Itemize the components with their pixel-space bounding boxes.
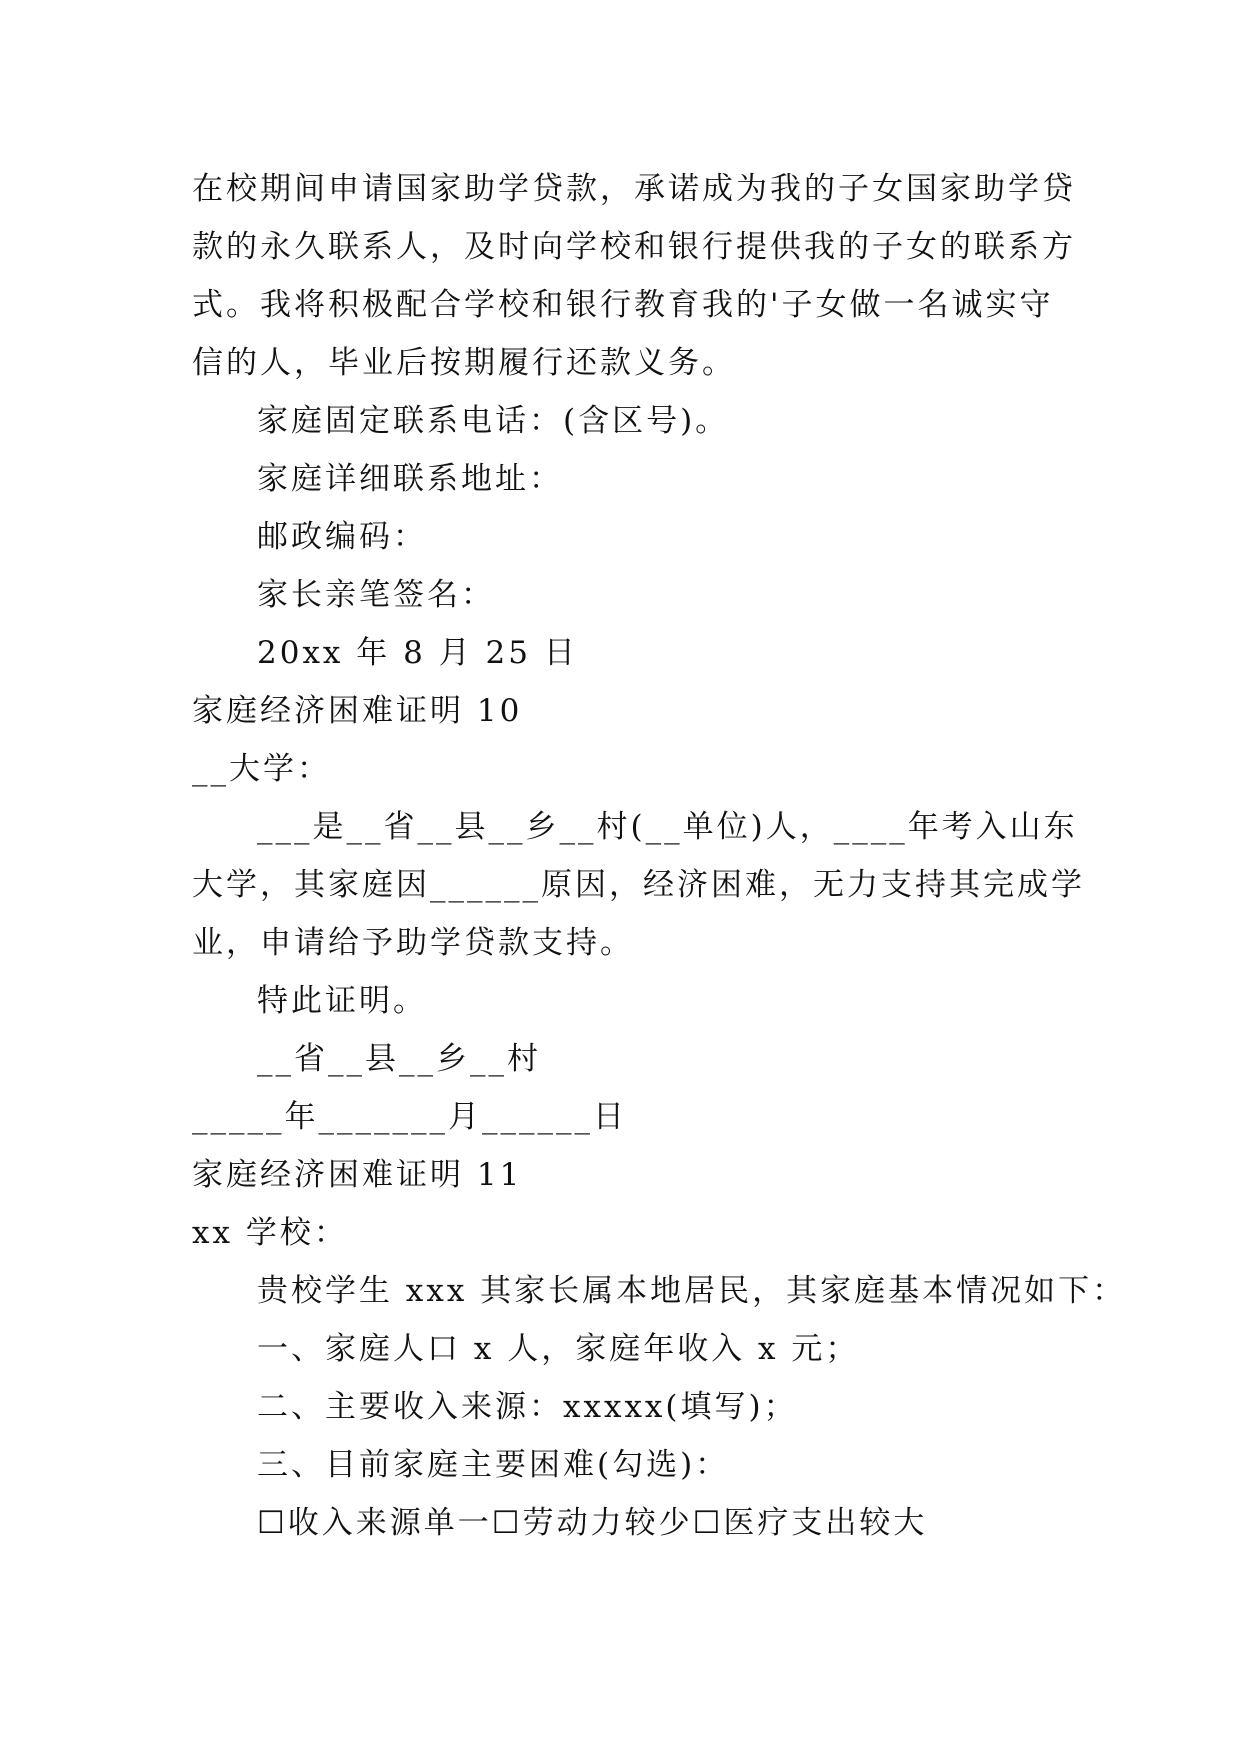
location-line: __省__县__乡__村 — [257, 1041, 541, 1077]
section-title: 家庭经济困难证明 11 — [192, 1157, 523, 1193]
addressee: __大学： — [192, 751, 331, 787]
document-body — [192, 160, 1127, 1552]
postcode-line: 邮政编码： — [257, 519, 427, 555]
address-line: 家庭详细联系地址： — [257, 461, 563, 497]
signature-line: 家长亲笔签名： — [257, 577, 495, 613]
checkbox-options-line: ☐收入来源单一☐劳动力较少☐医疗支出较大 — [257, 1505, 928, 1541]
list-item: 二、主要收入来源：xxxxx(填写)； — [257, 1389, 798, 1425]
intro-line: 贵校学生 xxx 其家长属本地居民，其家庭基本情况如下： — [257, 1273, 1127, 1309]
date-line: 20xx 年 8 月 25 日 — [257, 635, 578, 671]
paragraph-line: 款的永久联系人，及时向学校和银行提供我的子女的联系方 — [192, 229, 1076, 265]
paragraph-line: 在校期间申请国家助学贷款，承诺成为我的子女国家助学贷 — [192, 171, 1076, 207]
closing-line: 特此证明。 — [257, 983, 427, 1019]
paragraph-line: 式。我将积极配合学校和银行教育我的'子女做一名诚实守 — [192, 287, 1054, 323]
section-title: 家庭经济困难证明 10 — [192, 693, 523, 729]
paragraph-line: 信的人，毕业后按期履行还款义务。 — [192, 345, 736, 381]
date-blank-line: _____年_______月______日 — [192, 1099, 627, 1135]
paragraph-line: ___是__省__县__乡__村(__单位)人，____年考入山东 — [257, 809, 1078, 845]
paragraph-line: 大学，其家庭因______原因，经济困难，无力支持其完成学 — [192, 867, 1085, 903]
list-item: 一、家庭人口 x 人，家庭年收入 x 元； — [257, 1331, 860, 1367]
paragraph-line: 业，申请给予助学贷款支持。 — [192, 925, 634, 961]
addressee: xx 学校： — [192, 1215, 348, 1251]
list-item: 三、目前家庭主要困难(勾选)： — [257, 1447, 730, 1483]
phone-line: 家庭固定联系电话：(含区号)。 — [257, 403, 730, 439]
